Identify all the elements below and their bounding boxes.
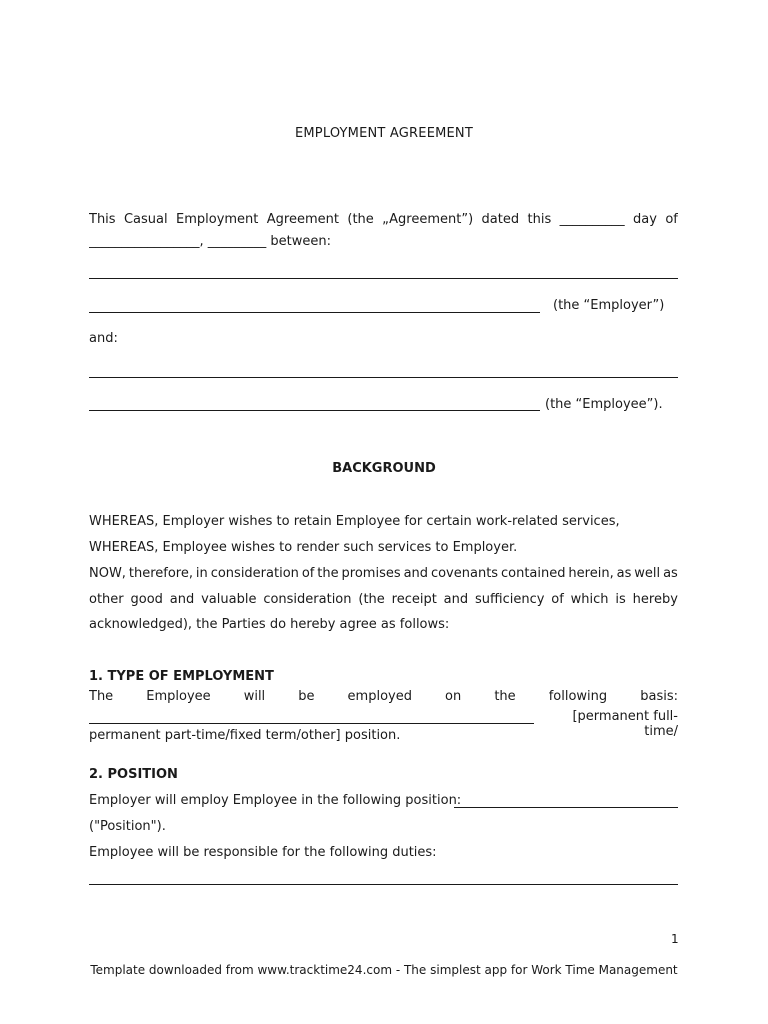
now-line-1 xyxy=(89,566,678,581)
word: which xyxy=(570,592,609,607)
word: NOW, xyxy=(89,566,126,581)
word: the xyxy=(317,566,339,581)
word: and xyxy=(169,592,195,607)
word: contained xyxy=(500,566,566,581)
word: on xyxy=(445,689,462,704)
word: valuable xyxy=(201,592,257,607)
background-heading: BACKGROUND xyxy=(332,461,436,476)
section-1-line-1 xyxy=(89,689,678,704)
intro-line-1 xyxy=(89,212,678,227)
duties-rule xyxy=(89,884,678,885)
word: is xyxy=(615,592,626,607)
employee-label: (the “Employee”). xyxy=(545,397,663,412)
employment-basis-rule xyxy=(89,723,534,724)
word: therefore, xyxy=(128,566,193,581)
footer-text: Template downloaded from www.tracktime24.com - The simplest app for Work Time Management xyxy=(90,963,678,977)
word: „Agreement”) xyxy=(382,212,474,227)
word: consideration xyxy=(263,592,352,607)
word: (the xyxy=(358,592,385,607)
word: employed xyxy=(347,689,412,704)
word: of xyxy=(301,566,315,581)
word: hereby xyxy=(632,592,678,607)
whereas-line-1: WHEREAS, Employer wishes to retain Employee for certain work-related services, xyxy=(89,514,620,529)
word: (the xyxy=(347,212,374,227)
word: consideration xyxy=(210,566,299,581)
word: day xyxy=(633,212,657,227)
word: the xyxy=(494,689,516,704)
word: __________ xyxy=(559,212,625,227)
now-line-3: acknowledged), the Parties do hereby agree as follows: xyxy=(89,617,450,632)
employer-address-rule xyxy=(89,312,540,313)
word: and xyxy=(443,592,469,607)
word: other xyxy=(89,592,124,607)
employer-label: (the “Employer”) xyxy=(553,298,665,313)
word: be xyxy=(298,689,315,704)
word: Casual xyxy=(123,212,168,227)
word: covenants xyxy=(430,566,499,581)
intro-line-2: _________________, _________ between: xyxy=(89,234,331,249)
position-rule xyxy=(454,807,678,808)
word: Agreement xyxy=(266,212,339,227)
section-2-heading: 2. POSITION xyxy=(89,767,178,782)
word: This xyxy=(89,212,116,227)
word: herein, xyxy=(568,566,614,581)
word: basis: xyxy=(640,689,678,704)
word: promises xyxy=(341,566,401,581)
word: good xyxy=(130,592,163,607)
word: sufficiency xyxy=(475,592,545,607)
word: as xyxy=(663,566,678,581)
word: Employee xyxy=(146,689,211,704)
employer-name-rule xyxy=(89,278,678,279)
document-title: EMPLOYMENT AGREEMENT xyxy=(294,126,474,141)
word: as xyxy=(616,566,632,581)
whereas-line-2: WHEREAS, Employee wishes to render such services to Employer. xyxy=(89,540,518,555)
word: in xyxy=(195,566,208,581)
employee-address-rule xyxy=(89,410,540,411)
word: this xyxy=(527,212,552,227)
word: receipt xyxy=(391,592,437,607)
duties-sentence: Employee will be responsible for the following duties: xyxy=(89,845,437,860)
employee-name-rule xyxy=(89,377,678,378)
word: of xyxy=(551,592,564,607)
position-sentence: Employer will employ Employee in the following position: xyxy=(89,793,462,808)
page-number: 1 xyxy=(671,932,679,946)
word: well xyxy=(634,566,661,581)
word: of xyxy=(665,212,678,227)
section-1-heading: 1. TYPE OF EMPLOYMENT xyxy=(89,669,274,684)
section-1-line-3: permanent part-time/fixed term/other] position. xyxy=(89,728,401,743)
word: The xyxy=(89,689,114,704)
and-label: and: xyxy=(89,331,118,346)
employment-basis-options: [permanent full-time/ xyxy=(572,709,678,739)
position-label: ("Position"). xyxy=(89,819,166,834)
now-line-2 xyxy=(89,592,678,607)
word: and xyxy=(403,566,429,581)
word: Employment xyxy=(176,212,259,227)
word: following xyxy=(548,689,608,704)
word: dated xyxy=(481,212,520,227)
word: will xyxy=(243,689,266,704)
